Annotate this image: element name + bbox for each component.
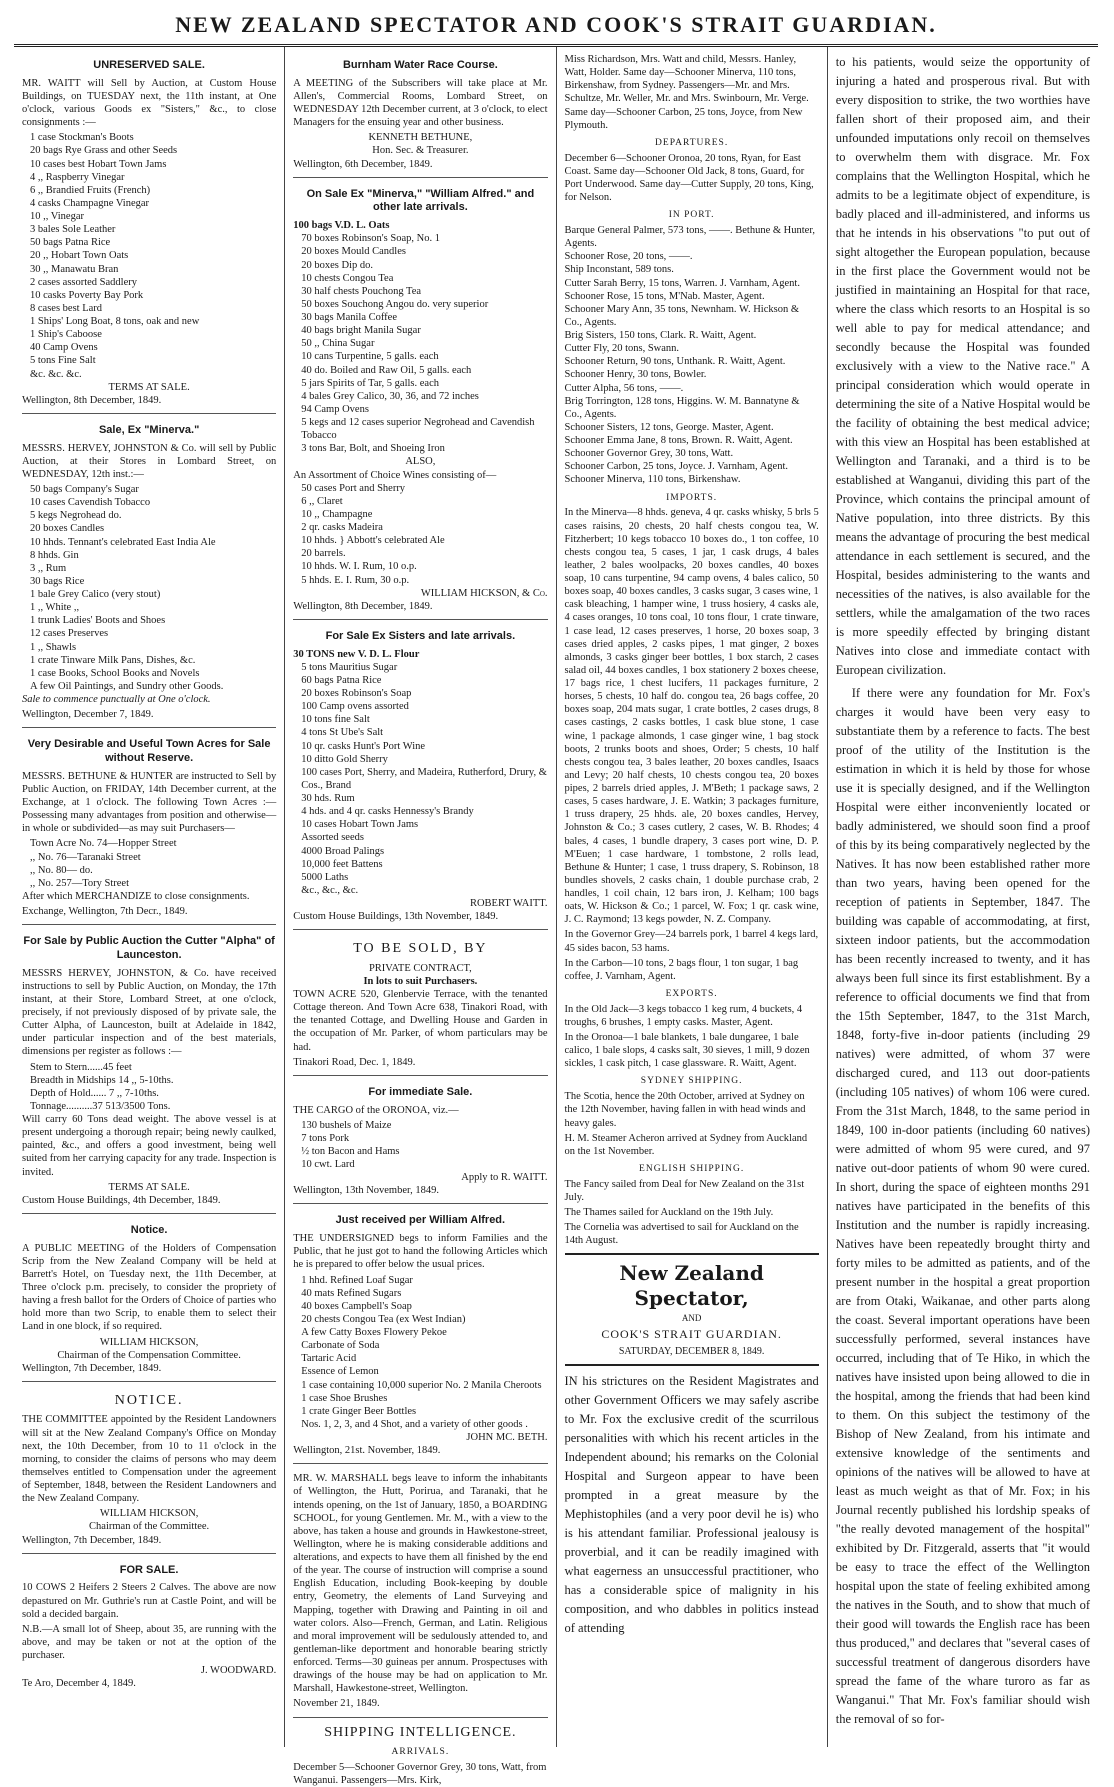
ad-sale-minerva [22, 418, 276, 728]
list-item: ,, No. 80— do. [22, 864, 276, 877]
newspaper-page [8, 8, 1104, 1764]
list-item: 130 bushels of Maize [293, 1119, 547, 1132]
list-item: 10 tons fine Salt [293, 713, 547, 726]
ad-terms: TERMS AT SALE. [22, 381, 276, 394]
ad-note: Sale to commence punctually at One o'clock. [22, 693, 276, 706]
list-item: &c. &c. &c. [22, 368, 276, 381]
list-item: 50 boxes Souchong Angou do. very superior [293, 298, 547, 311]
ad-date: Wellington, 6th December, 1849. [293, 158, 547, 171]
arrivals-continued: Miss Richardson, Mrs. Watt and child, Messrs. Hanley, Watt, Holder. Same day—Schooner Minerva, 110 tons, Birkenshaw, from Sydney. Passengers—Mr. and Mrs. Schultze, Mr. Weller, Mr. and Mrs. Swinbourn, Mr. Verge. Same day—Schooner Carbon, 25 tons, Joyce, from New Plymouth. [565, 53, 819, 132]
list-item: 10 cases Hobart Town Jams [293, 818, 547, 831]
list-item: 20 barrels. [293, 547, 547, 560]
list-item: 60 bags Patna Rice [293, 674, 547, 687]
list-item: 6 ,, Brandied Fruits (French) [22, 184, 276, 197]
list-item: Schooner Rose, 20 tons, ——. [565, 250, 819, 263]
ad-body-2: Will carry 60 Tons dead weight. The above vessel is at present undergoing a thorough repair; being newly caulked, painted, &c., and offers a good investment, being well suited from her carrying capacity for any trade. Inspection is invited. [22, 1113, 276, 1179]
ad-title: Notice. [22, 1224, 276, 1238]
list-item: 8 cases best Lard [22, 302, 276, 315]
imports-heading: IMPORTS. [565, 493, 819, 505]
item-list [293, 232, 547, 455]
list-item: 20 chests Congou Tea (ex West Indian) [293, 1313, 547, 1326]
list-item: Schooner Carbon, 25 tons, Joyce. J. Varnham, Agent. [565, 460, 819, 473]
list-item: 10 cwt. Lard [293, 1158, 547, 1171]
list-item: 1 case Shoe Brushes [293, 1392, 547, 1405]
list-item: 4 tons St Ube's Salt [293, 726, 547, 739]
list-item: 6 ,, Claret [293, 495, 547, 508]
list-item: 10 hhds. W. I. Rum, 10 o.p. [293, 560, 547, 573]
list-item: 10 cases best Hobart Town Jams [22, 158, 276, 171]
list-item: &c., &c., &c. [293, 884, 547, 897]
list-item: 50 cases Port and Sherry [293, 482, 547, 495]
list-item: 3 bales Sole Leather [22, 223, 276, 236]
list-item: 1 ,, Shawls [22, 641, 276, 654]
ad-date: Wellington, 21st. November, 1849. [293, 1444, 547, 1457]
ad-title: UNRESERVED SALE. [22, 59, 276, 73]
list-item: 20 boxes Candles [22, 522, 276, 535]
ad-boarding-school [293, 1468, 547, 1717]
list-item: 10 casks Poverty Bay Pork [22, 289, 276, 302]
english-text: The Fancy sailed from Deal for New Zealand on the 31st July. [565, 1178, 819, 1204]
list-item: 10 ,, Champagne [293, 508, 547, 521]
section-title: SHIPPING INTELLIGENCE. [293, 1724, 547, 1742]
list-item: 4000 Broad Palings [293, 845, 547, 858]
ad-date: Wellington, 13th November, 1849. [293, 1184, 547, 1197]
list-item: 1 hhd. Refined Loaf Sugar [293, 1274, 547, 1287]
list-item: Cutter Alpha, 56 tons, ——. [565, 382, 819, 395]
list-item: 40 do. Boiled and Raw Oil, 5 galls. each [293, 364, 547, 377]
ad-date: Wellington, 8th December, 1849. [22, 394, 276, 407]
editorial-paragraph-2: If there were any foundation for Mr. Fox's charges it would have been very easy to substantiate them by a reference to facts. The best proof of the utility of the Institution is the estimation in which it is held by those for whose use it is specially designed, and if the Wellington Hospital were either inconveniently located or badly administered, we should soon find a proof of this by its being comparatively neglected by the Natives. It has now been established rather more than two years, having been opened for the reception of patients in September, 1847. The building was capable of accommodating, at first, sixteen indoor patients, but the accommodation has been recently increased to twenty, and it has always been full since its first establishment. By a reference to official documents we find that from the 15th September, 1847, to the 31st March, 1848, forty-five in-door patients (including 29 natives) were admitted, of whom 37 were discharged cured, and 113 out door-patients (including 105 natives) of whom 106 were cured. From the 31st March, 1848, to the same period in 1849, 100 in-door patients (including 60 natives) were admitted of whom 95 were cured, and 97 native out-door patients of whom 90 were cured. In short, during the space of eighteen months 291 natives have participated in the benefits of this Institution and the number is rapidly increasing. Natives have been repeatedly brought thirty and forty miles to be admitted as patients, and of the present number in the hospital a great proportion are from Otaki, Waikanae, and other parts along the coast. Several important operations have been successfully performed, several instances have occurred, including that of Te Hiko, in which the natives have insisted upon being allowed to die in the hospital, among the friends that had been kind to them. On this subject the testimony of the Bishop of New Zealand, from his intimate and extensive knowledge of the sentiments and opinions of the natives will be allowed to have at least as much weight as that of Mr. Fox; in his Journal recently published his lordship speaks of "the really devoted management of the hospital" exhibited by Dr. Fitzgerald, asserts that "it would be easy to trace the effect of the Wellington hospital upon the state of feeling exhibited among the natives in the South, and to show that much of their good will towards the English race has been thus produced," and declares that "several cases of successful treatment of dangerous disorders have spread the fame of the whare turoro as far as Wanganui." That Mr. Fox's familiar should wish the removal of so for- [836, 684, 1090, 1729]
list-item: 1 case Stockman's Boots [22, 131, 276, 144]
list-item: Brig Torrington, 128 tons, Higgins. W. M. Bannatyne & Co., Agents. [565, 395, 819, 421]
item-list [293, 661, 547, 897]
list-item: Cutter Sarah Berry, 15 tons, Warren. J. Varnham, Agent. [565, 277, 819, 290]
ad-date: November 21, 1849. [293, 1697, 547, 1710]
list-item: Tartaric Acid [293, 1352, 547, 1365]
list-item: Barque General Palmer, 573 tons, ——. Bethune & Hunter, Agents. [565, 224, 819, 250]
ad-signature: WILLIAM HICKSON, [22, 1336, 276, 1349]
ad-signature-title: Chairman of the Compensation Committee. [22, 1349, 276, 1362]
ad-body: A MEETING of the Subscribers will take place at Mr. Allen's, Commercial Rooms, Lombard Street, on WEDNESDAY 12th December current, at 3 o'clock, to elect Managers for the ensuing year and other business. [293, 77, 547, 130]
ad-for-sale-cows [22, 1558, 276, 1697]
ad-also-text: An Assortment of Choice Wines consisting of— [293, 469, 547, 482]
ad-sisters [293, 624, 547, 930]
ad-body: THE UNDERSIGNED begs to inform Families and the Public, that he just got to hand the following Articles which he is prepared to offer below the usual prices. [293, 1232, 547, 1271]
ad-body: THE COMMITTEE appointed by the Resident Landowners will sit at the New Zealand Company's Office on Monday next, the 10th December, from 10 to 11 o'clock in the morning, to consider the claims of persons who may deem themselves entitled to Compensation under the agreement of September, 1848, between the Resident Landowners and the New Zealand Company. [22, 1413, 276, 1505]
ad-notice-committee [22, 1386, 276, 1554]
list-item: 10,000 feet Battens [293, 858, 547, 871]
ad-signature: JOHN MC. BETH. [293, 1431, 547, 1444]
ad-date: Tinakori Road, Dec. 1, 1849. [293, 1056, 547, 1069]
list-item: A few Catty Boxes Flowery Pekoe [293, 1326, 547, 1339]
list-item: Ship Inconstant, 589 tons. [565, 263, 819, 276]
list-item: 94 Camp Ovens [293, 403, 547, 416]
paper-subtitle: COOK'S STRAIT GUARDIAN. [565, 1327, 819, 1342]
arrivals-text: December 5—Schooner Governor Grey, 30 tons, Watt, from Wanganui. Passengers—Mrs. Kirk, [293, 1761, 547, 1787]
sydney-text-2: H. M. Steamer Acheron arrived at Sydney from Auckland on the 1st November. [565, 1132, 819, 1158]
ad-date: Custom House Buildings, 4th December, 1849. [22, 1194, 276, 1207]
ad-lead: 30 TONS new V. D. L. Flour [293, 648, 547, 661]
list-item: 8 hhds. Gin [22, 549, 276, 562]
list-item: 1 trunk Ladies' Boots and Shoes [22, 614, 276, 627]
sydney-shipping-heading: SYDNEY SHIPPING. [565, 1076, 819, 1088]
ad-date: Wellington, December 7, 1849. [22, 708, 276, 721]
sydney-text: The Scotia, hence the 20th October, arrived at Sydney on the 12th November, having fallen in with head winds and heavy gales. [565, 1090, 819, 1129]
list-item: ,, No. 76—Taranaki Street [22, 851, 276, 864]
in-port-list [565, 224, 819, 487]
list-item: 30 half chests Pouchong Tea [293, 285, 547, 298]
list-item: 40 Camp Ovens [22, 341, 276, 354]
english-text-3: The Cornelia was advertised to sail for Auckland on the 14th August. [565, 1221, 819, 1247]
list-item: 5 jars Spirits of Tar, 5 galls. each [293, 377, 547, 390]
list-item: Tonnage..........37 513/3500 Tons. [22, 1100, 276, 1113]
list-item: 4 ,, Raspberry Vinegar [22, 171, 276, 184]
ad-body: MESSRS. HERVEY, JOHNSTON & Co. will sell by Public Auction, at their Stores in Lombard Street, on WEDNESDAY, 12th inst.:— [22, 442, 276, 481]
departures-text: December 6—Schooner Oronoa, 20 tons, Ryan, for East Coast. Same day—Schooner Old Jack, 8 tons, Guard, for Port Underwood. Same day—Cutter Supply, 20 tons, King, for Nelson. [565, 152, 819, 205]
column-2 [285, 47, 556, 1747]
paper-date: SATURDAY, DECEMBER 8, 1849. [565, 1346, 819, 1359]
ad-date: Wellington, 7th December, 1849. [22, 1362, 276, 1375]
list-item: ½ ton Bacon and Hams [293, 1145, 547, 1158]
ad-body: MR. W. MARSHALL begs leave to inform the inhabitants of Wellington, the Hutt, Porirua, and Taranaki, that he intends opening, on the 1st of January, 1850, a BOARDING SCHOOL, for young Gentlemen. Mr. M., with a view to the above, has taken a house and grounds in Hawkestone-street, Wellington, where he is making considerable additions and alterations, and expects to have them all finished by the end of the year. The course of instruction will comprise a sound English Education, including Book-keeping by double entry, Geometry, the elements of Land Surveying and Mapping, together with Drawing and Painting in oil and water colors. Also—French, German, and Latin. Religious and moral improvement will be sedulously attended to, and gentleman-like deportment and honorable bearing strictly enforced. Terms—30 guineas per annum. Prospectuses with drawings of the house may be had on application to Mr. Marshall, Hawkestone-street, Wellington. [293, 1472, 547, 1695]
ad-body: A PUBLIC MEETING of the Holders of Compensation Scrip from the New Zealand Company will be held at Barrett's Hotel, on Tuesday next, the 11th December, at Three o'clock p.m. precisely, to consider the propriety of having a fresh ballot for the Orders of Choice of parties who hold more than two Scrip, to enable them to select their Land in one block, if so required. [22, 1242, 276, 1334]
masthead: NEW ZEALAND SPECTATOR AND COOK'S STRAIT GUARDIAN. [14, 8, 1098, 47]
list-item: Schooner Henry, 30 tons, Bowler. [565, 368, 819, 381]
editorial-paragraph-1: to his patients, would seize the opportunity of injuring a hated and prosperous rival. But with every disposition to strike, the two worthies have fallen short of their proposed aim, and their unfounded imputations only recoil on themselves to overwhelm them with disgrace. Mr. Fox complains that the Wellington Hospital, which he admits to be a legitimate object of expenditure, is badly placed and ill-administered, and informs us that he intends in his observations "to put out of sight altogether the European population, because in the first place the Government would not be justified in maintaining an Hospital for that race, where the class which resorts to an Hospital is so well able to pay for medical attendance; and secondly because the Hospital was founded exclusively with a view to the Native race." A principal consideration which would operate in determining the site of a Native Hospital would be the facility of obtaining the best medical advice; with this view an Hospital has been established at Wellington and Taranaki, and a third is to be established at Wanganui, dividing this part of the Province, which contains the principal amount of Native population, into three districts. By this means the advantage of procuring the best medical attendance in each settlement is secured, and the Hospital, besides administering to the wants and necessities of the natives, is also available for the settlers, while the amalgamation of the two races is more speedily effected by bringing distant Natives into close and immediate contact with European civilization. [836, 53, 1090, 680]
list-item: 1 case containing 10,000 superior No. 2 Manila Cheroots [293, 1379, 547, 1392]
ad-signature: WILLIAM HICKSON, & Co. [293, 587, 547, 600]
list-item: 5 kegs Negrohead do. [22, 509, 276, 522]
paper-title-and: AND [565, 1313, 819, 1324]
list-item: 20 boxes Mould Candles [293, 245, 547, 258]
ad-title: Sale, Ex "Minerva." [22, 424, 276, 438]
ad-body: 10 COWS 2 Heifers 2 Steers 2 Calves. The above are now depastured on Mr. Guthrie's run at Castle Point, and will be sold a decided bargain. [22, 1581, 276, 1620]
ad-signature-title: Hon. Sec. & Treasurer. [293, 144, 547, 157]
ad-after: After which MERCHANDIZE to close consignments. [22, 890, 276, 903]
list-item: Schooner Minerva, 110 tons, Birkenshaw. [565, 473, 819, 486]
list-item: 10 ,, Vinegar [22, 210, 276, 223]
ad-title: TO BE SOLD, BY [293, 940, 547, 958]
ad-title: For Sale Ex Sisters and late arrivals. [293, 630, 547, 644]
item-list [22, 483, 276, 693]
item-list [22, 1061, 276, 1114]
paper-title: New Zealand Spectator, [565, 1261, 819, 1311]
list-item: 10 hhds. } Abbott's celebrated Ale [293, 534, 547, 547]
list-item: 10 hhds. Tennant's celebrated East India Ale [22, 536, 276, 549]
list-item: Assorted seeds [293, 831, 547, 844]
ad-title: Burnham Water Race Course. [293, 59, 547, 73]
ad-body: TOWN ACRE 520, Glenbervie Terrace, with the tenanted Cottage thereon. And Town Acre 638, Tinakori Road, with the tenanted Cottage, and Dwelling House and Garden in the occupation of Mr. Parker, of whom particulars may be had. [293, 988, 547, 1054]
list-item: Nos. 1, 2, 3, and 4 Shot, and a variety of other goods . [293, 1418, 547, 1431]
list-item: 2 qr. casks Madeira [293, 521, 547, 534]
list-item: 30 bags Rice [22, 575, 276, 588]
english-text-2: The Thames sailed for Auckland on the 19th July. [565, 1206, 819, 1219]
ad-title: On Sale Ex "Minerva," "William Alfred." and other late arrivals. [293, 188, 547, 216]
item-list [293, 1274, 547, 1432]
list-item: 20 bags Rye Grass and other Seeds [22, 144, 276, 157]
ad-title: For immediate Sale. [293, 1086, 547, 1100]
ad-race-course [293, 53, 547, 178]
ad-subtitle: PRIVATE CONTRACT, [293, 962, 547, 975]
list-item: 1 bale Grey Calico (very stout) [22, 588, 276, 601]
column-4 [828, 47, 1098, 1747]
english-shipping-heading: ENGLISH SHIPPING. [565, 1164, 819, 1176]
list-item: 40 bags bright Manila Sugar [293, 324, 547, 337]
list-item: 10 chests Congou Tea [293, 272, 547, 285]
item-list [22, 131, 276, 380]
ad-signature-title: Chairman of the Committee. [22, 1520, 276, 1533]
list-item: ,, No. 257—Tory Street [22, 877, 276, 890]
list-item: 5 tons Fine Salt [22, 354, 276, 367]
ad-date: Wellington, 8th December, 1849. [293, 600, 547, 613]
list-item: 4 hds. and 4 qr. casks Hennessy's Brandy [293, 805, 547, 818]
ad-signature: J. WOODWARD. [22, 1664, 276, 1677]
ad-on-sale-minerva [293, 182, 547, 620]
ad-title: For Sale by Public Auction the Cutter "Alpha" of Launceston. [22, 935, 276, 963]
ad-body: MESSRS. BETHUNE & HUNTER are instructed to Sell by Public Auction, on FRIDAY, 14th December current, at the Exchange, at 1 o'clock. The following Town Acres :—Possessing many advantages from position and otherwise—in whole or subdivided—as may suit Purchasers— [22, 770, 276, 836]
ad-date: Exchange, Wellington, 7th Decr., 1849. [22, 905, 276, 918]
item-list [22, 837, 276, 890]
ad-signature: WILLIAM HICKSON, [22, 1507, 276, 1520]
list-item: 100 cases Port, Sherry, and Madeira, Rutherford, Drury, & Cos., Brand [293, 766, 547, 792]
departures-heading: DEPARTURES. [565, 138, 819, 150]
in-port-heading: IN PORT. [565, 210, 819, 222]
ad-body: MESSRS HERVEY, JOHNSTON, & Co. have received instructions to sell by Public Auction, on Monday, the 17th instant, at their Store, Lombard Street, at one o'clock, precisely, if not previously disposed of by private sale, the Cutter Alpha, of Launceston, built at Adelaide in 1842, under particular inspection and of the best materials, dimensions per register as follows :— [22, 967, 276, 1059]
list-item: 10 qr. casks Hunt's Port Wine [293, 740, 547, 753]
list-item: Brig Sisters, 150 tons, Clark. R. Waitt, Agent. [565, 329, 819, 342]
ad-lead: 100 bags V.D. L. Oats [293, 219, 547, 232]
ad-body: MR. WAITT will Sell by Auction, at Custom House Buildings, on TUESDAY next, the 11th instant, at One o'clock, various Goods ex "Sisters," &c., to close consignments :— [22, 77, 276, 130]
list-item: 50 ,, China Sugar [293, 337, 547, 350]
list-item: Essence of Lemon [293, 1365, 547, 1378]
list-item: Schooner Emma Jane, 8 tons, Brown. R. Waitt, Agent. [565, 434, 819, 447]
list-item: 100 Camp ovens assorted [293, 700, 547, 713]
list-item: 4 bales Grey Calico, 30, 36, and 72 inches [293, 390, 547, 403]
ad-signature: ROBERT WAITT. [293, 897, 547, 910]
paper-title-block [565, 1253, 819, 1366]
list-item: 30 ,, Manawatu Bran [22, 263, 276, 276]
list-item: 30 hds. Rum [293, 792, 547, 805]
list-item: 12 cases Preserves [22, 627, 276, 640]
imports-text: In the Minerva—8 hhds. geneva, 4 qr. casks whisky, 5 brls 5 cases raisins, 20 chests, 20 half chests congou tea, W. Fitzherbert; 10 kegs tobacco 10 boxes do., 1 ton coffee, 10 chests congou tea, 5 cases, 1 jar, 1 cask drugs, 4 bales leather, 2 bales woolpacks, 20 boxes candles, 40 boxes soap, 10 cans turpentine, 94 camp ovens, 4 bales calico, 50 boxes soap, 40 boxes candles, 3 casks sugar, 3 cases wine, 1 cask bleaching, 1 hamper wine, 1 truss hosiery, 4 casks ale, 4 cases oranges, 10 tons coal, 10 tons flour, 1 crate tinware, 1 case lead, 12 cases preserves, 1 horse, 20 boxes soap, 3 cases dried apples, 2 casks pipes, 1 mat ginger, 2 boxes almonds, 3 casks ginger beer bottles, 1 box starch, 2 cases salad oil, 44 boxes candles, 1 box stationery 2 boxes cheese, 17 bags rice, 1 chest lucifers, 11 packages furniture, 2 horses, 5 chests, 10 half do. congou tea, 26 bags coffee, 20 boxes soap, 204 mats sugar, 1 crate bottles, 2 cases drugs, 8 cases castings, 2 casks bottles, 1 cask blue stone, 1 case wine, 1 package almonds, 1 case ginger wine, 1 bag stock boots, 2 trunks boots and shoes, Order; 5 chests, 10 half chests congou tea, 3 bales leather, 20 boxes candles, Isaacs and Levy; 20 half chests, 10 chests congou tea, 20 boxes pipes, 2 barrels dried apples, J. M'Beth; 1 package saws, 2 cases, 5 cases hardware, J. E. Watkin; 3 packages furniture, 1 truss drapery, 25 hhds. ale, 20 boxes candles, Hervey, Johnston & Co.; 3 cases cutlery, 2 cases, W. B. Rhodes; 4 bales, 4 cases, 1 bundle drapery, 3 cases port wine, D. P. M'Euen; 1 case hardware, 1 tombstone, 2 rolls lead, Bethune & Hunter; 1 case, 1 truss drapery, S. Robinson, 18 bundles shovels, 2 casks chain, 1 double purchase crab, 2 handles, 1 coil chain, 12 bars iron, J. Kelham; 100 bags oats, W. Hickson & Co.; 1 parcel, W. Fox; 1 qr. cask wine, J. C. Raymond; 13 kegs powder, N. Z. Company. [565, 506, 819, 926]
list-item: 4 casks Champagne Vinegar [22, 197, 276, 210]
list-item: 5 kegs and 12 cases superior Negrohead and Cavendish Tobacco [293, 416, 547, 442]
list-item: 30 bags Manila Coffee [293, 311, 547, 324]
list-item: 7 tons Pork [293, 1132, 547, 1145]
list-item: 5 hhds. E. I. Rum, 30 o.p. [293, 574, 547, 587]
list-item: 1 crate Ginger Beer Bottles [293, 1405, 547, 1418]
list-item: Schooner Governor Grey, 30 tons, Watt. [565, 447, 819, 460]
list-item: 20 boxes Robinson's Soap [293, 687, 547, 700]
ad-to-be-sold [293, 934, 547, 1076]
column-1 [14, 47, 285, 1747]
list-item: Stem to Stern......45 feet [22, 1061, 276, 1074]
ad-terms: TERMS AT SALE. [22, 1181, 276, 1194]
list-item: 3 ,, Rum [22, 562, 276, 575]
list-item: 50 bags Company's Sugar [22, 483, 276, 496]
list-item: Cutter Fly, 20 tons, Swann. [565, 342, 819, 355]
ad-cutter-alpha [22, 929, 276, 1214]
list-item: 1 Ship's Caboose [22, 328, 276, 341]
ad-subtitle-2: In lots to suit Purchasers. [293, 975, 547, 988]
ad-also: ALSO, [293, 455, 547, 468]
wine-list [293, 482, 547, 587]
ad-title: Just received per William Alfred. [293, 1214, 547, 1228]
list-item: 10 ditto Gold Sherry [293, 753, 547, 766]
ad-title: Very Desirable and Useful Town Acres for Sale without Reserve. [22, 738, 276, 766]
list-item: 2 cases assorted Saddlery [22, 276, 276, 289]
list-item: 40 mats Refined Sugars [293, 1287, 547, 1300]
list-item: 1 case Books, School Books and Novels [22, 667, 276, 680]
list-item: Schooner Mary Ann, 35 tons, Newnham. W. Hickson & Co., Agents. [565, 303, 819, 329]
list-item: 70 boxes Robinson's Soap, No. 1 [293, 232, 547, 245]
list-item: 20 ,, Hobart Town Oats [22, 249, 276, 262]
ad-town-acres [22, 732, 276, 925]
editorial-text: IN his strictures on the Resident Magistrates and other Government Officers we may safely ascribe to Mr. Fox the exclusive credit of the scurrilous personalities with which his recent articles in the Independent abound; his remarks on the Colonial Hospital and Surgeon appear to have been prompted in a great measure by the Mephistophiles (and a very poor devil he is) who is his attendant familiar. Professional jealousy is proverbial, and it can be readily imagined with what eagerness an unsuccessful practitioner, who has a considerable spice of malignity in his composition, and who dabbles in politics instead of attending [565, 1372, 819, 1638]
ad-immediate-sale [293, 1080, 547, 1205]
column-3 [557, 47, 828, 1747]
list-item: Schooner Return, 90 tons, Unthank. R. Waitt, Agent. [565, 355, 819, 368]
list-item: 40 boxes Campbell's Soap [293, 1300, 547, 1313]
ad-william-alfred [293, 1208, 547, 1464]
ad-title: NOTICE. [22, 1392, 276, 1410]
ad-notice-compensation [22, 1218, 276, 1382]
list-item: 1 ,, White ,, [22, 601, 276, 614]
list-item: A few Oil Paintings, and Sundry other Goods. [22, 680, 276, 693]
arrivals-heading: ARRIVALS. [293, 1747, 547, 1759]
ad-body-2: N.B.—A small lot of Sheep, about 35, are running with the above, and may be taken or not at the option of the purchaser. [22, 1623, 276, 1662]
list-item: Breadth in Midships 14 ,, 5-10ths. [22, 1074, 276, 1087]
ad-date: Te Aro, December 4, 1849. [22, 1677, 276, 1690]
list-item: Depth of Hold...... 7 ,, 7-10ths. [22, 1087, 276, 1100]
list-item: 3 tons Bar, Bolt, and Shoeing Iron [293, 442, 547, 455]
ad-date: Wellington, 7th December, 1849. [22, 1534, 276, 1547]
item-list [293, 1119, 547, 1172]
list-item: Schooner Sisters, 12 tons, George. Master, Agent. [565, 421, 819, 434]
list-item: Schooner Rose, 15 tons, M'Nab. Master, Agent. [565, 290, 819, 303]
ad-date: Custom House Buildings, 13th November, 1849. [293, 910, 547, 923]
list-item: 50 bags Patna Rice [22, 236, 276, 249]
exports-heading: EXPORTS. [565, 989, 819, 1001]
exports-text-2: In the Oronoa—1 bale blankets, 1 bale dungaree, 1 bale calico, 1 bale slops, 4 casks salt, 30 sieves, 1 mill, 9 dozen sickles, 1 cask pitch, 1 case glassware. R. Waitt, Agent. [565, 1031, 819, 1070]
list-item: Town Acre No. 74—Hopper Street [22, 837, 276, 850]
list-item: 5 tons Mauritius Sugar [293, 661, 547, 674]
list-item: 10 cases Cavendish Tobacco [22, 496, 276, 509]
ad-signature: KENNETH BETHUNE, [293, 131, 547, 144]
shipping-section [293, 1724, 547, 1787]
list-item: 10 cans Turpentine, 5 galls. each [293, 350, 547, 363]
list-item: 1 crate Tinware Milk Pans, Dishes, &c. [22, 654, 276, 667]
ad-body: THE CARGO of the ORONOA, viz.— [293, 1104, 547, 1117]
list-item: 20 boxes Dip do. [293, 259, 547, 272]
columns [8, 47, 1104, 1747]
list-item: 1 Ships' Long Boat, 8 tons, oak and new [22, 315, 276, 328]
ad-unreserved-sale [22, 53, 276, 414]
imports-text-2: In the Governor Grey—24 barrels pork, 1 barrel 4 kegs lard, 45 sides bacon, 53 hams. [565, 928, 819, 954]
imports-text-3: In the Carbon—10 tons, 2 bags flour, 1 ton sugar, 1 bag coffee, J. Varnham, Agent. [565, 957, 819, 983]
exports-text: In the Old Jack—3 kegs tobacco 1 keg rum, 4 buckets, 4 troughs, 6 brushes, 1 empty casks. Master, Agent. [565, 1003, 819, 1029]
list-item: 5000 Laths [293, 871, 547, 884]
ad-signature: Apply to R. WAITT. [293, 1171, 547, 1184]
ad-title: FOR SALE. [22, 1564, 276, 1578]
list-item: Carbonate of Soda [293, 1339, 547, 1352]
